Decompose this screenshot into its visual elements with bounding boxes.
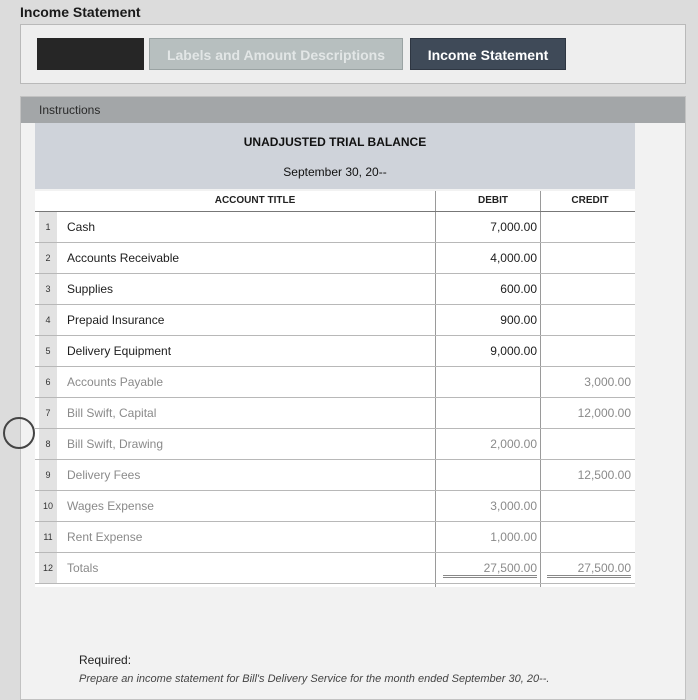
table-row (35, 212, 635, 243)
row-number: 6 (39, 367, 57, 397)
trial-balance-title: UNADJUSTED TRIAL BALANCE (243, 135, 427, 149)
table-row (35, 460, 635, 491)
instructions-label[interactable]: Instructions (39, 103, 101, 117)
account-title-cell[interactable]: Prepaid Insurance (67, 313, 165, 327)
tab-bar (20, 24, 686, 84)
account-title-cell[interactable]: Supplies (67, 282, 114, 296)
circle-marker-icon (3, 417, 35, 449)
debit-cell[interactable]: 2,000.00 (490, 437, 537, 451)
credit-cell[interactable]: 3,000.00 (584, 375, 631, 389)
trial-balance-header (35, 123, 635, 189)
table-row (35, 274, 635, 305)
row-number: 11 (39, 522, 57, 552)
credit-cell[interactable]: 27,500.00 (547, 561, 631, 578)
page-title: Income Statement (20, 4, 141, 20)
account-title-cell[interactable]: Rent Expense (67, 530, 143, 544)
debit-cell[interactable]: 9,000.00 (490, 344, 537, 358)
row-number: 8 (39, 429, 57, 459)
table-header-row (35, 191, 635, 212)
credit-cell[interactable]: 12,000.00 (577, 406, 631, 420)
account-title-cell[interactable]: Delivery Fees (67, 468, 141, 482)
tab-trial-balance[interactable] (37, 38, 144, 70)
row-number: 12 (39, 553, 57, 583)
row-number: 5 (39, 336, 57, 366)
table-row (35, 243, 635, 274)
header-account-title: ACCOUNT TITLE (214, 195, 296, 206)
header-debit: DEBIT (478, 195, 508, 206)
required-label: Required: (79, 653, 132, 667)
table-row (35, 553, 635, 584)
debit-cell[interactable]: 1,000.00 (490, 530, 537, 544)
tab-labels-and-amount-descriptions[interactable]: Labels and Amount Descriptions (149, 38, 403, 70)
debit-cell[interactable]: 900.00 (500, 313, 537, 327)
debit-cell[interactable]: 4,000.00 (490, 251, 537, 265)
credit-cell[interactable]: 12,500.00 (577, 468, 631, 482)
account-title-cell[interactable]: Bill Swift, Drawing (67, 437, 164, 451)
account-title-cell[interactable]: Delivery Equipment (67, 344, 172, 358)
debit-cell[interactable]: 27,500.00 (443, 561, 537, 578)
account-title-cell[interactable]: Accounts Payable (67, 375, 164, 389)
table-row (35, 367, 635, 398)
table-row (35, 522, 635, 553)
debit-cell[interactable]: 3,000.00 (490, 499, 537, 513)
row-number: 3 (39, 274, 57, 304)
account-title-cell[interactable]: Bill Swift, Capital (67, 406, 157, 420)
tab-income-statement[interactable]: Income Statement (410, 38, 566, 70)
account-title-cell[interactable]: Wages Expense (67, 499, 154, 513)
account-title-cell[interactable]: Cash (67, 220, 96, 234)
row-number: 1 (39, 212, 57, 242)
row-number: 10 (39, 491, 57, 521)
account-title-cell[interactable]: Totals (67, 561, 99, 575)
required-instructions: Prepare an income statement for Bill's Delivery Service for the month ended September 30, 20--. (79, 673, 550, 685)
header-credit: CREDIT (571, 195, 609, 206)
account-title-cell[interactable]: Accounts Receivable (67, 251, 180, 265)
row-number: 7 (39, 398, 57, 428)
table-row (35, 336, 635, 367)
table-row (35, 305, 635, 336)
debit-cell[interactable]: 600.00 (500, 282, 537, 296)
table-row (35, 491, 635, 522)
table-row (35, 429, 635, 460)
row-number: 4 (39, 305, 57, 335)
trial-balance-date: September 30, 20-- (283, 165, 387, 179)
row-number: 9 (39, 460, 57, 490)
row-number: 2 (39, 243, 57, 273)
debit-cell[interactable]: 7,000.00 (490, 220, 537, 234)
table-row (35, 398, 635, 429)
content-panel (20, 96, 686, 700)
trial-balance-table (35, 191, 635, 587)
instructions-bar[interactable] (21, 97, 685, 123)
